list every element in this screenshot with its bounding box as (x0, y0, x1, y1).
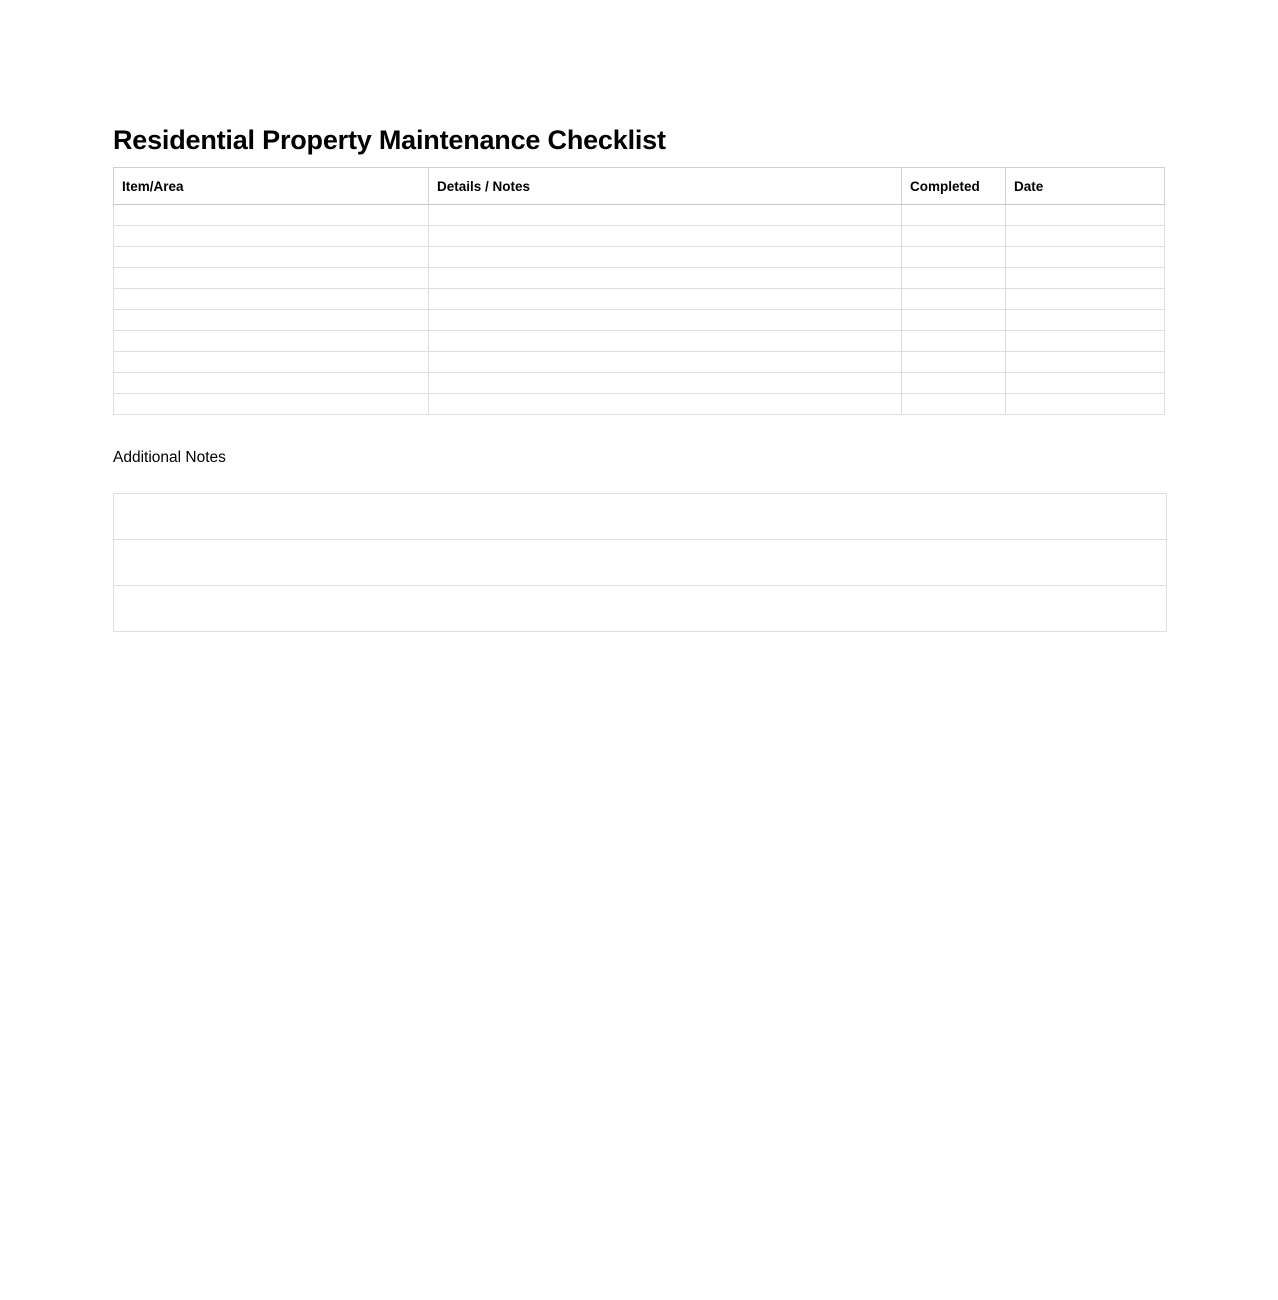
checklist-cell-details[interactable] (429, 289, 902, 310)
checklist-cell-completed[interactable] (902, 352, 1006, 373)
checklist-table-body (114, 205, 1165, 415)
checklist-cell-item[interactable] (114, 247, 429, 268)
checklist-cell-item[interactable] (114, 394, 429, 415)
checklist-cell-date[interactable] (1006, 352, 1165, 373)
checklist-cell-item[interactable] (114, 205, 429, 226)
checklist-cell-details[interactable] (429, 352, 902, 373)
checklist-cell-item[interactable] (114, 289, 429, 310)
table-row (114, 310, 1165, 331)
table-row (114, 373, 1165, 394)
checklist-cell-details[interactable] (429, 205, 902, 226)
checklist-cell-date[interactable] (1006, 247, 1165, 268)
checklist-cell-completed[interactable] (902, 289, 1006, 310)
checklist-cell-completed[interactable] (902, 331, 1006, 352)
table-row (114, 394, 1165, 415)
checklist-cell-date[interactable] (1006, 373, 1165, 394)
page-title: Residential Property Maintenance Checklist (113, 125, 666, 156)
notes-row (114, 540, 1167, 586)
checklist-cell-date[interactable] (1006, 205, 1165, 226)
table-row (114, 226, 1165, 247)
notes-row (114, 494, 1167, 540)
column-header-details-notes: Details / Notes (429, 168, 902, 205)
checklist-cell-item[interactable] (114, 226, 429, 247)
table-row (114, 289, 1165, 310)
checklist-cell-completed[interactable] (902, 394, 1006, 415)
checklist-cell-completed[interactable] (902, 205, 1006, 226)
checklist-cell-details[interactable] (429, 331, 902, 352)
checklist-cell-completed[interactable] (902, 310, 1006, 331)
table-row (114, 247, 1165, 268)
checklist-cell-details[interactable] (429, 268, 902, 289)
additional-notes-body (114, 494, 1167, 632)
table-row (114, 268, 1165, 289)
checklist-cell-date[interactable] (1006, 289, 1165, 310)
maintenance-checklist-table (113, 167, 1165, 415)
checklist-cell-completed[interactable] (902, 226, 1006, 247)
table-row (114, 352, 1165, 373)
notes-cell[interactable] (114, 494, 1167, 540)
checklist-cell-item[interactable] (114, 352, 429, 373)
notes-row (114, 586, 1167, 632)
checklist-cell-item[interactable] (114, 310, 429, 331)
checklist-cell-item[interactable] (114, 373, 429, 394)
additional-notes-heading: Additional Notes (113, 449, 226, 466)
checklist-cell-details[interactable] (429, 226, 902, 247)
checklist-cell-date[interactable] (1006, 394, 1165, 415)
checklist-table-head (114, 168, 1165, 205)
column-header-completed: Completed (902, 168, 1006, 205)
column-header-date: Date (1006, 168, 1165, 205)
checklist-cell-date[interactable] (1006, 331, 1165, 352)
checklist-cell-item[interactable] (114, 331, 429, 352)
additional-notes-table (113, 493, 1167, 632)
checklist-cell-details[interactable] (429, 247, 902, 268)
table-row (114, 205, 1165, 226)
checklist-cell-date[interactable] (1006, 268, 1165, 289)
checklist-cell-details[interactable] (429, 394, 902, 415)
table-row (114, 331, 1165, 352)
notes-cell[interactable] (114, 586, 1167, 632)
checklist-cell-date[interactable] (1006, 310, 1165, 331)
notes-cell[interactable] (114, 540, 1167, 586)
checklist-cell-date[interactable] (1006, 226, 1165, 247)
column-header-item-area: Item/Area (114, 168, 429, 205)
checklist-cell-details[interactable] (429, 373, 902, 394)
checklist-header-row (114, 168, 1165, 205)
checklist-cell-completed[interactable] (902, 373, 1006, 394)
checklist-cell-completed[interactable] (902, 247, 1006, 268)
checklist-cell-completed[interactable] (902, 268, 1006, 289)
checklist-cell-details[interactable] (429, 310, 902, 331)
checklist-cell-item[interactable] (114, 268, 429, 289)
